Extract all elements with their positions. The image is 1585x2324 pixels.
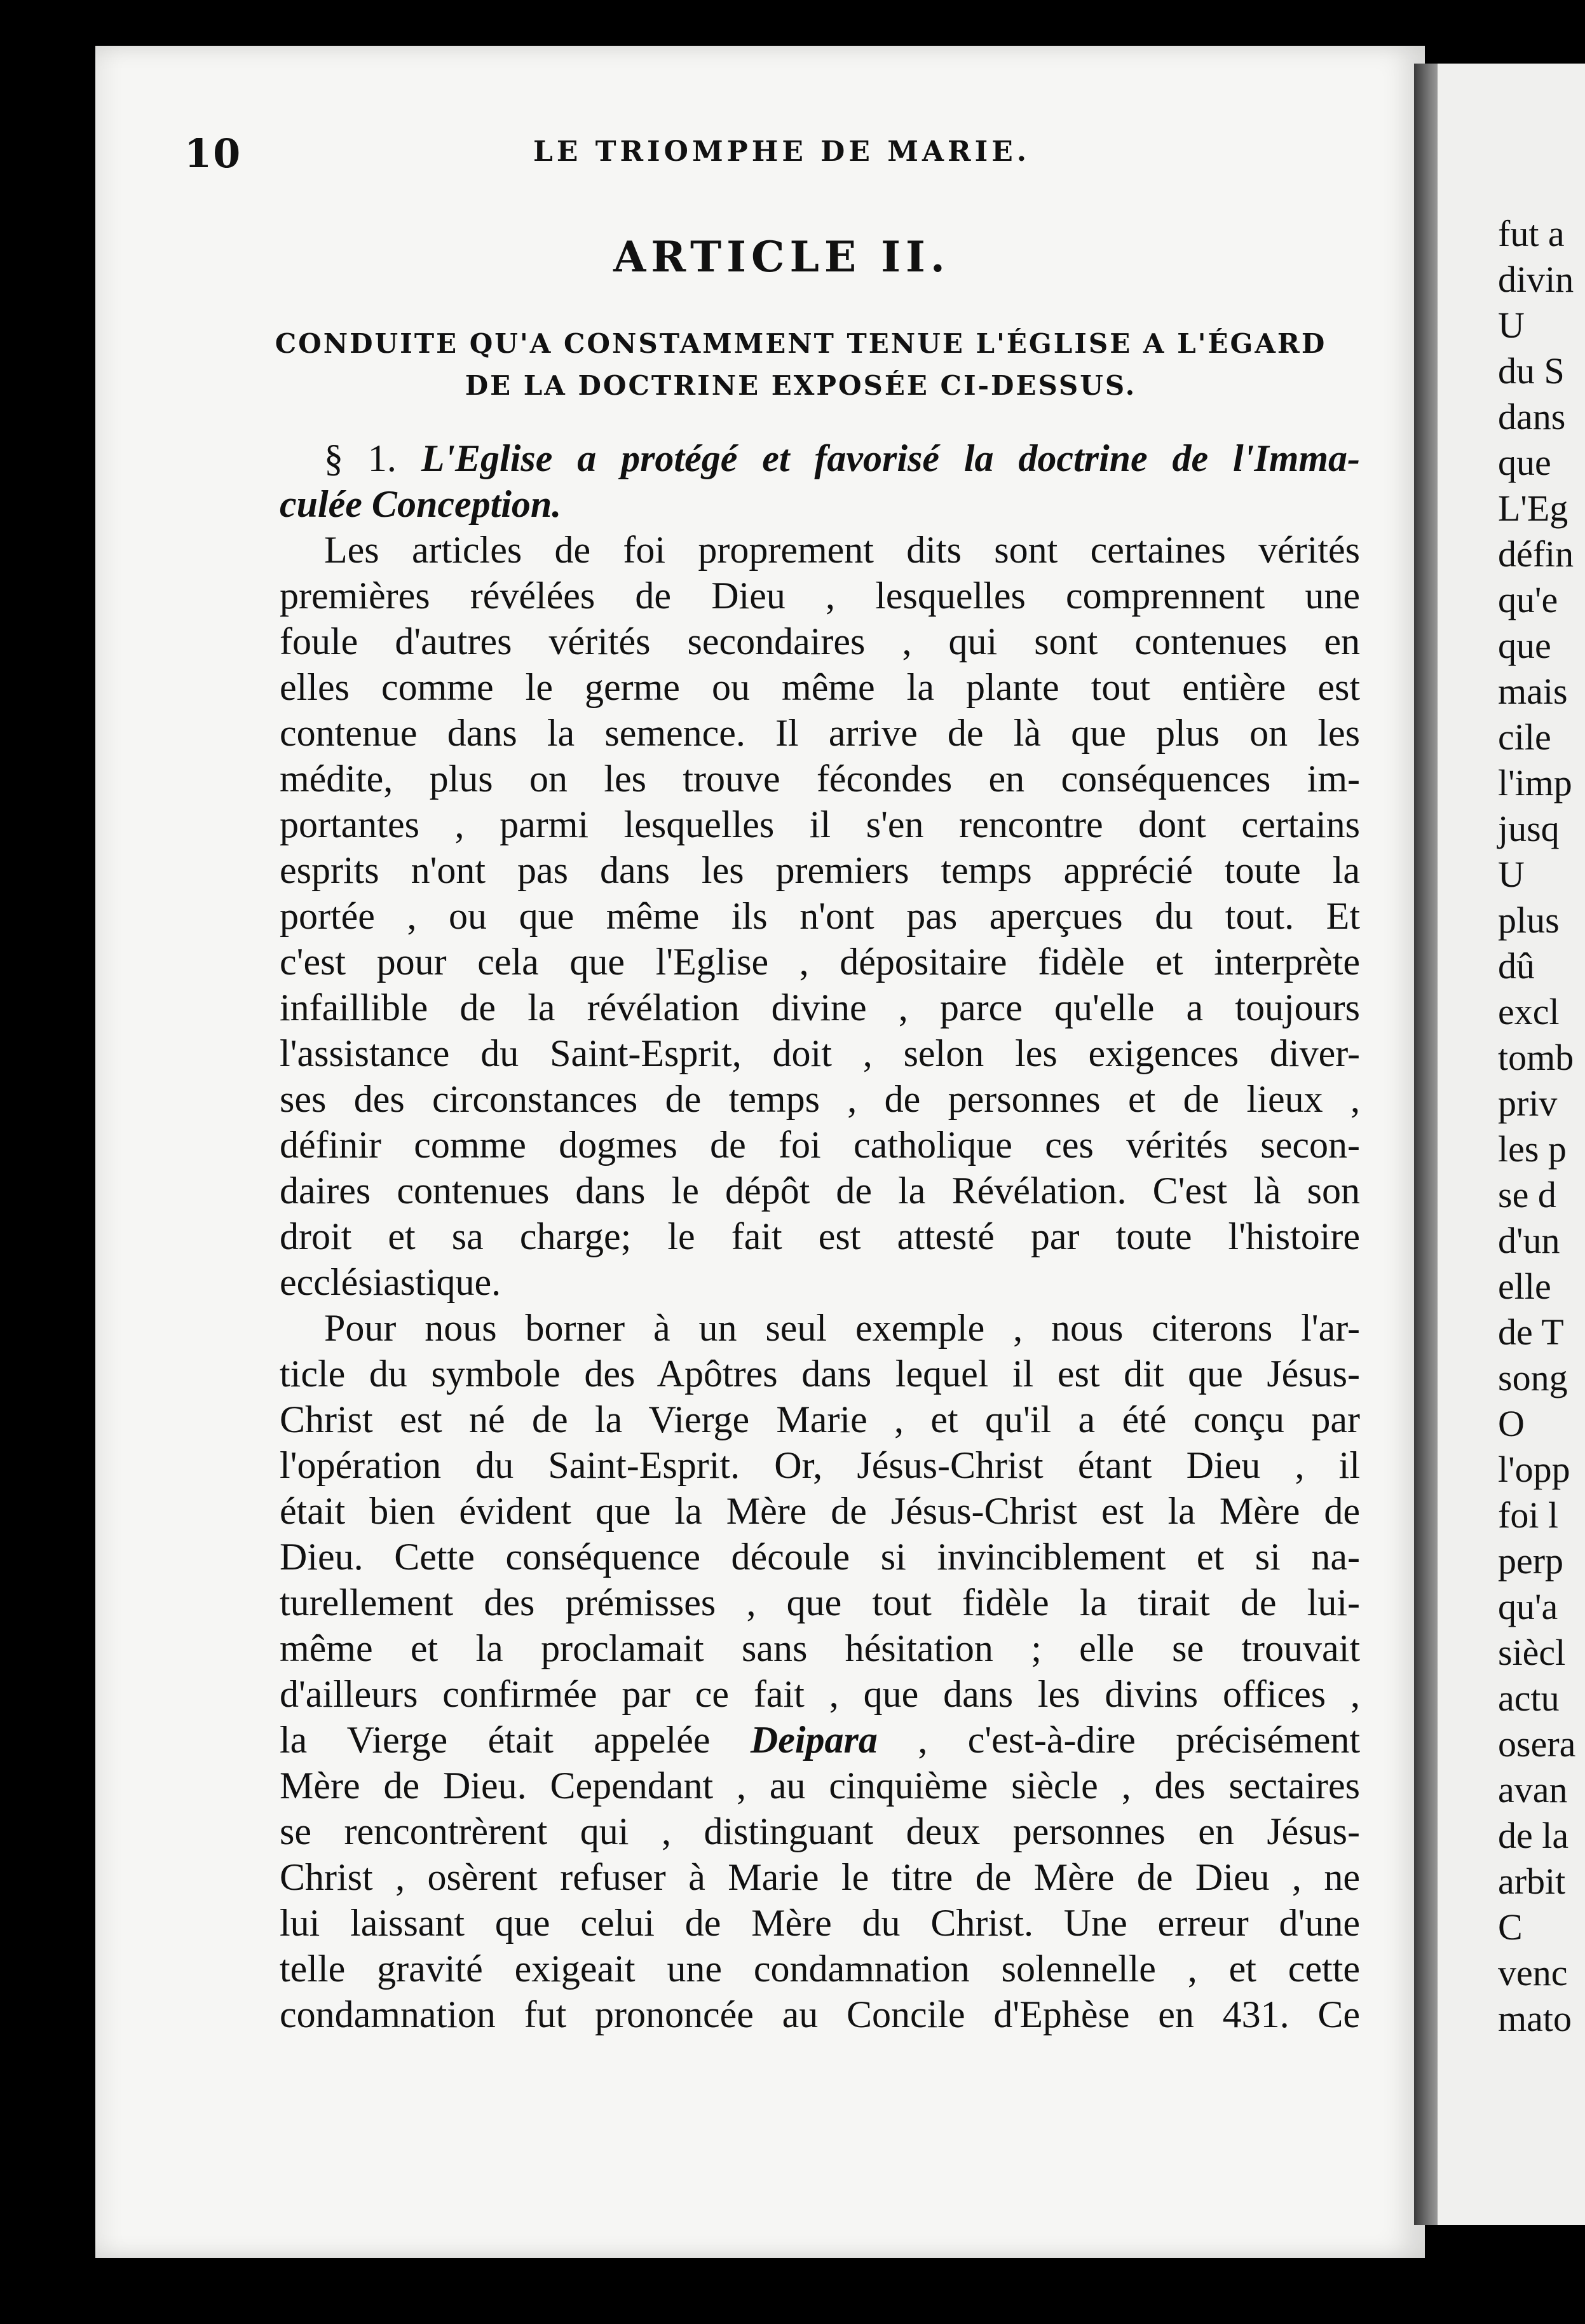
paragraph-line: telle gravité exigeait une condamnation solennelle , et cette [280, 1948, 1360, 1990]
facing-page-fragment: dû [1498, 945, 1535, 987]
facing-page-fragment: perp [1498, 1540, 1564, 1582]
facing-page-fragment: siècl [1498, 1632, 1566, 1673]
facing-page-fragment: dans [1498, 396, 1566, 437]
paragraph-line: définir comme dogmes de foi catholique ces vérités secon- [280, 1124, 1360, 1166]
deipara-term: Deipara [750, 1719, 878, 1761]
facing-page-fragment: osera [1498, 1723, 1576, 1765]
facing-page-fragment: actu [1498, 1678, 1560, 1719]
paragraph-line: d'ailleurs confirmée par ce fait , que dans les divins offices , [280, 1673, 1360, 1715]
section-mark: § 1. [324, 437, 397, 479]
facing-page-fragment: défin [1498, 533, 1574, 575]
section-heading-line-2: culée Conception. [280, 483, 562, 525]
book-title: LE TRIOMPHE DE MARIE. [533, 135, 1031, 168]
paragraph-line: daires contenues dans le dépôt de la Révélation. C'est là son [280, 1170, 1360, 1212]
facing-page-fragment: song [1498, 1357, 1568, 1398]
paragraph-line: foule d'autres vérités secondaires , qui sont contenues en [280, 620, 1360, 662]
paragraph-line: se rencontrèrent qui , distinguant deux personnes en Jésus- [280, 1810, 1360, 1852]
facing-page-fragment: que [1498, 442, 1551, 483]
paragraph-line: infaillible de la révélation divine , parce qu'elle a toujours [280, 987, 1360, 1029]
facing-page-fragment: l'opp [1498, 1449, 1570, 1490]
paragraph-line: condamnation fut prononcée au Concile d'Ephèse en 431. Ce [280, 1993, 1360, 2035]
facing-page-fragment: se d [1498, 1174, 1556, 1215]
facing-page-fragment: C [1498, 1906, 1523, 1948]
paragraph-line: portantes , parmi lesquelles il s'en rencontre dont certains [280, 803, 1360, 845]
facing-page-fragment: U [1498, 304, 1525, 346]
facing-page-fragment: avan [1498, 1769, 1568, 1810]
paragraph-1 [280, 527, 1360, 1305]
paragraph-line: turellement des prémisses , que tout fidèle la tirait de lui- [280, 1582, 1360, 1623]
facing-page-fragment: l'imp [1498, 762, 1572, 803]
facing-page-fragment: fut a [1498, 213, 1565, 254]
paragraph-line: lui laissant que celui de Mère du Christ. Une erreur d'une [280, 1902, 1360, 1944]
section-heading-text: L'Eglise a protégé et favorisé la doctrine de l'Imma- [421, 437, 1361, 479]
facing-page-fragment: arbit [1498, 1861, 1566, 1902]
facing-page-fragment: tomb [1498, 1037, 1574, 1078]
facing-page-fragment: de la [1498, 1815, 1569, 1856]
paragraph-line: médite, plus on les trouve fécondes en conséquences im- [280, 758, 1360, 800]
facing-page [1438, 64, 1585, 2225]
paragraph-2 [280, 1305, 1360, 1717]
paragraph-line: portée , ou que même ils n'ont pas aperçues du tout. Et [280, 895, 1360, 937]
facing-page-fragment: mato [1498, 1998, 1572, 2039]
facing-page-fragment: O [1498, 1403, 1525, 1444]
body-text [280, 435, 1360, 2037]
article-subtitle-line-1: CONDUITE QU'A CONSTAMMENT TENUE L'ÉGLISE A L'ÉGARD [275, 328, 1327, 359]
page-number: 10 [184, 130, 242, 177]
paragraph-line: Christ est né de la Vierge Marie , et qu'il a été conçu par [280, 1398, 1360, 1440]
article-title: ARTICLE II. [613, 232, 950, 282]
facing-page-fragment: excl [1498, 991, 1560, 1032]
paragraph-line: était bien évident que la Mère de Jésus-Christ est la Mère de [280, 1490, 1360, 1532]
paragraph-line: l'assistance du Saint-Esprit, doit , selon les exigences diver- [280, 1032, 1360, 1074]
facing-page-fragment: jusq [1498, 808, 1560, 849]
facing-page-fragment: foi l [1498, 1494, 1559, 1536]
facing-page-fragment: divin [1498, 259, 1574, 300]
running-head [184, 130, 1379, 177]
paragraph-line: Dieu. Cette conséquence découle si invinciblement et si na- [280, 1536, 1360, 1578]
paragraph-line: droit et sa charge; le fait est attesté par toute l'histoire [280, 1215, 1360, 1257]
paragraph-line: elles comme le germe ou même la plante tout entière est [280, 666, 1360, 708]
facing-page-fragment: venc [1498, 1952, 1568, 1993]
section-heading-line-1 [280, 435, 1360, 481]
paragraph-line: même et la proclamait sans hésitation ; elle se trouvait [280, 1627, 1360, 1669]
article-subtitle-line-2: DE LA DOCTRINE EXPOSÉE CI-DESSUS. [465, 370, 1137, 401]
paragraph-line: ses des circonstances de temps , de personnes et de lieux , [280, 1078, 1360, 1120]
paragraph-line: l'opération du Saint-Esprit. Or, Jésus-Christ étant Dieu , il [280, 1444, 1360, 1486]
article-subtitle [267, 323, 1335, 407]
facing-page-fragment: plus [1498, 899, 1560, 941]
facing-page-fragment: du S [1498, 350, 1565, 392]
paragraph-line: Pour nous borner à un seul exemple , nous citerons l'ar- [324, 1307, 1360, 1349]
facing-page-fragment: mais [1498, 671, 1568, 712]
facing-page-text [1498, 211, 1575, 2042]
facing-page-fragment: d'un [1498, 1220, 1560, 1261]
paragraph-line: Christ , osèrent refuser à Marie le titre de Mère de Dieu , ne [280, 1856, 1360, 1898]
facing-page-fragment: de T [1498, 1311, 1564, 1353]
facing-page-fragment: que [1498, 625, 1551, 666]
facing-page-fragment: elle [1498, 1266, 1551, 1307]
facing-page-fragment: qu'a [1498, 1586, 1558, 1627]
facing-page-fragment: les p [1498, 1128, 1567, 1170]
paragraph-line-italic [280, 1717, 1360, 1763]
italic-line-prefix: la Vierge était appelée [280, 1719, 751, 1761]
facing-page-fragment: L'Eg [1498, 488, 1568, 529]
facing-page-fragment: cile [1498, 716, 1551, 758]
italic-line-suffix: , c'est-à-dire précisément [877, 1719, 1360, 1761]
paragraph-line: Les articles de foi proprement dits sont certaines vérités [324, 529, 1360, 571]
facing-page-fragment: priv [1498, 1083, 1558, 1124]
paragraph-line: ticle du symbole des Apôtres dans lequel il est dit que Jésus- [280, 1353, 1360, 1395]
paragraph-line: contenue dans la semence. Il arrive de là que plus on les [280, 712, 1360, 754]
paragraph-line: ecclésiastique. [280, 1261, 501, 1303]
paragraph-line: Mère de Dieu. Cependant , au cinquième siècle , des sectaires [280, 1765, 1360, 1807]
paragraph-line: c'est pour cela que l'Eglise , dépositaire fidèle et interprète [280, 941, 1360, 983]
paragraph-line: premières révélées de Dieu , lesquelles comprennent une [280, 575, 1360, 617]
paragraph-2-continued [280, 1763, 1360, 2037]
facing-page-fragment: qu'e [1498, 579, 1558, 620]
paragraph-line: esprits n'ont pas dans les premiers temps apprécié toute la [280, 849, 1360, 891]
facing-page-fragment: U [1498, 854, 1525, 895]
